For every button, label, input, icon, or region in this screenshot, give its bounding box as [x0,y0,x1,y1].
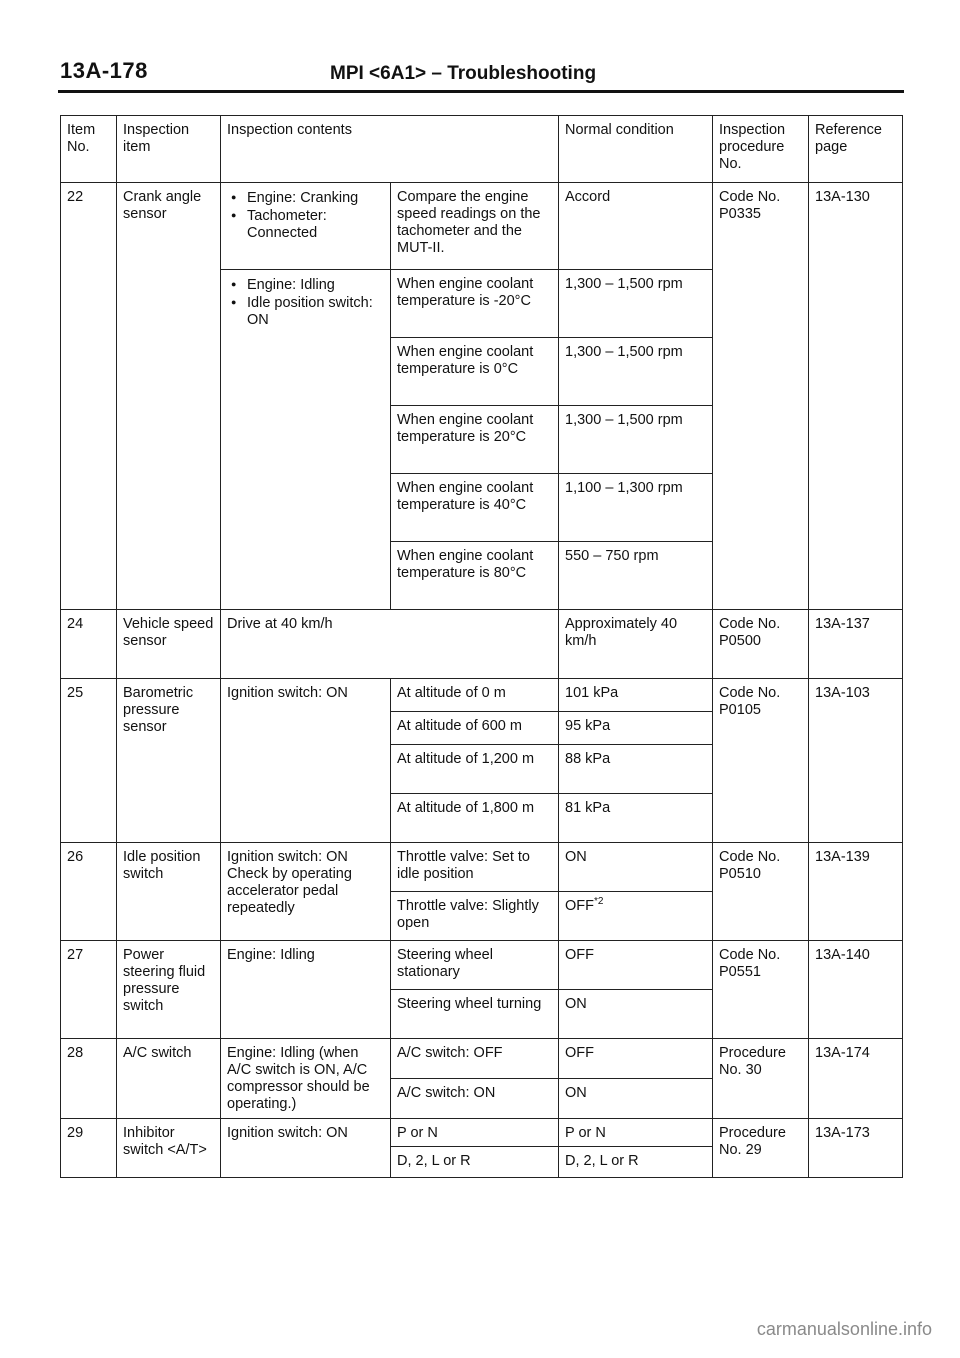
inspection-item: A/C switch [117,1039,221,1119]
inspection-subcondition: At altitude of 0 m [391,679,559,712]
reference-page: 13A-174 [809,1039,903,1119]
inspection-condition: Engine: Idling (when A/C switch is ON, A/C compressor should be operating.) [221,1039,391,1119]
inspection-subcondition: Compare the engine speed readings on the tachometer and the MUT-II. [391,183,559,270]
condition-bullet: ● Engine: Cranking [227,189,384,207]
inspection-condition: Drive at 40 km/h [221,610,559,679]
reference-page: 13A-173 [809,1119,903,1178]
table-row [61,1039,903,1079]
reference-page: 13A-103 [809,679,903,843]
item-no: 25 [61,679,117,843]
normal-condition: ON [559,990,713,1039]
page-number: 13A-178 [60,58,148,83]
procedure-no: Code No. P0551 [713,941,809,1039]
inspection-item: Inhibitor switch <A/T> [117,1119,221,1178]
item-no: 22 [61,183,117,610]
inspection-condition: Ignition switch: ON [221,679,391,843]
procedure-no: Code No. P0105 [713,679,809,843]
normal-condition: OFF [559,1039,713,1079]
procedure-no: Procedure No. 30 [713,1039,809,1119]
inspection-condition: Engine: Idling [221,941,391,1039]
inspection-subcondition: Steering wheel stationary [391,941,559,990]
reference-page: 13A-139 [809,843,903,941]
procedure-no: Procedure No. 29 [713,1119,809,1178]
condition-bullet: ● Engine: Idling [227,276,384,294]
table-row [61,1119,903,1147]
inspection-subcondition: Steering wheel turning [391,990,559,1039]
page-title: MPI <6A1> – Troubleshooting [330,63,597,84]
inspection-condition [221,183,391,270]
normal-condition: D, 2, L or R [559,1147,713,1178]
title-rule [58,90,904,93]
normal-condition: ON [559,843,713,892]
inspection-subcondition: When engine coolant temperature is -20°C [391,270,559,338]
normal-condition: 1,300 – 1,500 rpm [559,406,713,474]
reference-page: 13A-137 [809,610,903,679]
inspection-item: Power steering fluid pressure switch [117,941,221,1039]
inspection-subcondition: A/C switch: OFF [391,1039,559,1079]
item-no: 27 [61,941,117,1039]
inspection-condition [221,270,391,610]
inspection-subcondition: When engine coolant temperature is 80°C [391,542,559,610]
normal-condition: 550 – 750 rpm [559,542,713,610]
procedure-no: Code No. P0500 [713,610,809,679]
normal-condition: P or N [559,1119,713,1147]
table-row [61,679,903,712]
reference-page: 13A-140 [809,941,903,1039]
normal-condition: 95 kPa [559,712,713,745]
header-inspection-contents: Inspection contents [221,116,559,183]
inspection-subcondition: A/C switch: ON [391,1079,559,1119]
inspection-subcondition: When engine coolant temperature is 20°C [391,406,559,474]
item-no: 26 [61,843,117,941]
condition-bullet: ● Tachometer: Connected [227,207,384,242]
normal-condition [559,892,713,941]
header-item-no: Item No. [61,116,117,183]
inspection-condition: Ignition switch: ON [221,1119,391,1178]
inspection-subcondition: When engine coolant temperature is 0°C [391,338,559,406]
inspection-subcondition: At altitude of 1,800 m [391,794,559,843]
watermark: carmanualsonline.info [756,1319,932,1339]
inspection-item: Idle position switch [117,843,221,941]
normal-condition: 1,300 – 1,500 rpm [559,270,713,338]
inspection-subcondition: When engine coolant temperature is 40°C [391,474,559,542]
inspection-subcondition: At altitude of 600 m [391,712,559,745]
header-normal-condition: Normal condition [559,116,713,183]
normal-condition: Accord [559,183,713,270]
inspection-table [60,115,903,1178]
header-procedure: Inspection procedure No. [713,116,809,183]
table-row [61,183,903,270]
normal-condition: ON [559,1079,713,1119]
item-no: 29 [61,1119,117,1178]
normal-condition: 1,100 – 1,300 rpm [559,474,713,542]
inspection-subcondition: Throttle valve: Set to idle position [391,843,559,892]
inspection-subcondition: P or N [391,1119,559,1147]
inspection-subcondition: At altitude of 1,200 m [391,745,559,794]
table-header-row [61,116,903,183]
normal-condition: 88 kPa [559,745,713,794]
footnote-mark: *2 [594,896,604,908]
table-row [61,941,903,990]
inspection-item: Crank angle sensor [117,183,221,610]
header-reference-page: Reference page [809,116,903,183]
inspection-item: Barometric pressure sensor [117,679,221,843]
header-inspection-item: Inspection item [117,116,221,183]
inspection-subcondition: Throttle valve: Slightly open [391,892,559,941]
condition-bullet: ● Idle position switch: ON [227,294,384,329]
table-row [61,843,903,892]
normal-condition: Approximately 40 km/h [559,610,713,679]
normal-value: OFF [565,898,595,914]
inspection-item: Vehicle speed sensor [117,610,221,679]
procedure-no: Code No. P0510 [713,843,809,941]
item-no: 24 [61,610,117,679]
inspection-condition: Ignition switch: ON Check by operating accelerator pedal repeatedly [221,843,391,941]
normal-condition: 101 kPa [559,679,713,712]
table-row [61,610,903,679]
inspection-subcondition: D, 2, L or R [391,1147,559,1178]
normal-condition: 81 kPa [559,794,713,843]
procedure-no: Code No. P0335 [713,183,809,610]
item-no: 28 [61,1039,117,1119]
normal-condition: OFF [559,941,713,990]
normal-condition: 1,300 – 1,500 rpm [559,338,713,406]
reference-page: 13A-130 [809,183,903,610]
